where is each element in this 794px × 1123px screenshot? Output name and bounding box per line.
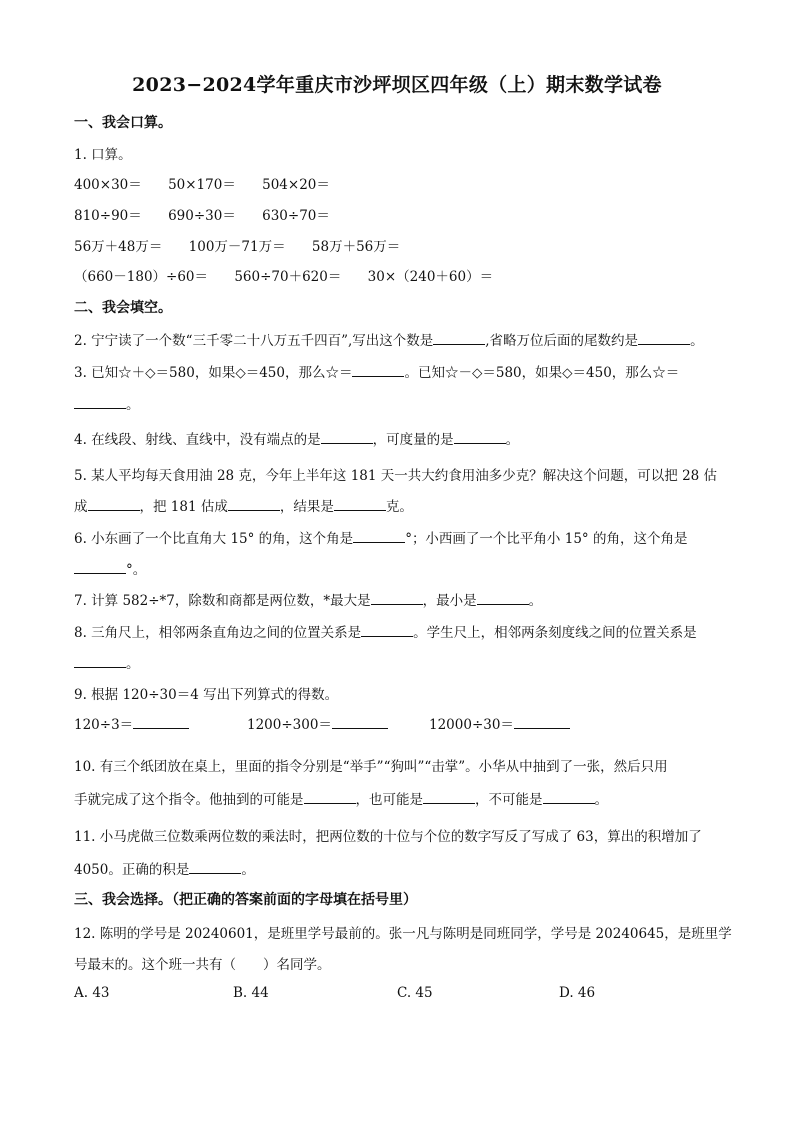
- answer-blank[interactable]: [228, 498, 280, 511]
- q1-expr: 58万＋56万＝: [311, 239, 401, 255]
- q7-text: 。: [528, 593, 543, 609]
- q10-text: 。: [594, 792, 608, 808]
- q1-expr: 400×30＝: [74, 177, 142, 193]
- q1-expr: 30×（240＋60）＝: [367, 269, 494, 285]
- q3-line-2: [74, 393, 140, 413]
- q12-option-b[interactable]: B. 44: [233, 985, 269, 1001]
- q1-expr: （660－180）÷60＝: [74, 269, 209, 285]
- q3-text: 3. 已知☆＋◇＝580，如果◇＝450，那么☆＝: [74, 365, 353, 381]
- q5-text: 成: [74, 499, 88, 515]
- answer-blank[interactable]: [361, 624, 413, 637]
- q4-text: ，可度量的是: [372, 432, 454, 448]
- q8-text: 。: [126, 656, 140, 672]
- answer-blank[interactable]: [514, 716, 570, 729]
- q6-line-1: [74, 527, 687, 547]
- q11-line-2: [74, 858, 255, 878]
- q9-text: 12000÷30＝: [429, 717, 514, 733]
- q5-line-2: [74, 495, 413, 515]
- q1-row-3: [74, 235, 400, 255]
- q12-option-d[interactable]: D. 46: [559, 985, 596, 1001]
- q3-text: 。: [126, 397, 140, 413]
- q6-text: 6. 小东画了一个比直角大 15° 的角，这个角是: [74, 531, 354, 547]
- q1-expr: 100万－71万＝: [188, 239, 286, 255]
- q1-expr: 560÷70＋620＝: [234, 269, 342, 285]
- answer-blank[interactable]: [74, 655, 126, 668]
- q3-line-1: [74, 361, 679, 381]
- q5-text: 克。: [385, 499, 413, 515]
- q6-text: °。: [126, 562, 147, 578]
- q8-text: 8. 三角尺上，相邻两条直角边之间的位置关系是: [74, 625, 362, 641]
- answer-blank[interactable]: [433, 332, 485, 345]
- q9-item: [74, 713, 189, 733]
- q6-line-2: [74, 558, 146, 578]
- q1-expr: 56万＋48万＝: [74, 239, 163, 255]
- q10-text: ，也可能是: [355, 792, 423, 808]
- section-2-heading: 二、我会填空。: [74, 300, 172, 316]
- q2-text: ,省略万位后面的尾数约是: [485, 333, 639, 349]
- section-3-heading: 三、我会选择。（把正确的答案前面的字母填在括号里）: [74, 892, 417, 908]
- answer-blank[interactable]: [321, 431, 373, 444]
- q11-text: 4050。正确的积是: [74, 862, 190, 878]
- q10-text: ，不可能是: [475, 792, 543, 808]
- q2-text: 。: [690, 333, 704, 349]
- q3-text: 。已知☆－◇＝580，如果◇＝450，那么☆＝: [404, 365, 680, 381]
- answer-blank[interactable]: [133, 716, 189, 729]
- answer-blank[interactable]: [332, 716, 388, 729]
- q4: [74, 428, 519, 448]
- q8-line-2: [74, 652, 140, 672]
- q9-item: [247, 713, 388, 733]
- q7-text: ，最小是: [422, 593, 477, 609]
- answer-blank[interactable]: [543, 791, 595, 804]
- page-title: 2023−2024学年重庆市沙坪坝区四年级（上）期末数学试卷: [132, 74, 662, 96]
- q10-line-1: 10. 有三个纸团放在桌上，里面的指令分别是“举手”“狗叫”“击掌”。小华从中抽到了一张，然后只用: [74, 759, 668, 775]
- q4-text: 。: [505, 432, 520, 448]
- q4-text: 4. 在线段、射线、直线中，没有端点的是: [74, 432, 321, 448]
- q1-expr: 630÷70＝: [262, 208, 330, 224]
- q8-text: 。学生尺上，相邻两条刻度线之间的位置关系是: [413, 625, 697, 641]
- q1-label: 1. 口算。: [74, 147, 132, 163]
- answer-blank[interactable]: [74, 396, 126, 409]
- answer-blank[interactable]: [423, 791, 475, 804]
- answer-blank[interactable]: [353, 530, 405, 543]
- q9-item: [429, 713, 570, 733]
- q5-text: ，把 181 估成: [139, 499, 228, 515]
- q2: [74, 329, 704, 349]
- answer-blank[interactable]: [88, 498, 140, 511]
- q5-line-1: 5. 某人平均每天食用油 28 克，今年上半年这 181 天一共大约食用油多少克？解决这个问题，可以把 28 估: [74, 468, 718, 484]
- q12-option-a[interactable]: A. 43: [74, 985, 110, 1001]
- answer-blank[interactable]: [304, 791, 356, 804]
- q11-line-1: 11. 小马虎做三位数乘两位数的乘法时，把两位数的十位与个位的数字写反了写成了 63，算出的积增加了: [74, 829, 702, 845]
- q7: [74, 589, 542, 609]
- q7-text: 7. 计算 582÷*7，除数和商都是两位数，*最大是: [74, 593, 371, 609]
- q1-row-4: [74, 265, 493, 285]
- q9-text: 120÷3＝: [74, 717, 134, 733]
- q1-expr: 690÷30＝: [168, 208, 236, 224]
- q1-expr: 504×20＝: [262, 177, 330, 193]
- q12-line-2: 号最末的。这个班一共有（ ）名同学。: [74, 957, 331, 973]
- q1-row-1: [74, 173, 330, 193]
- q12-option-c[interactable]: C. 45: [397, 985, 433, 1001]
- section-1-heading: 一、我会口算。: [74, 115, 172, 131]
- q5-text: ，结果是: [279, 499, 334, 515]
- q6-text: °；小西画了一个比平角小 15° 的角，这个角是: [405, 531, 688, 547]
- q2-text: 2. 宁宁读了一个数“三千零二十八万五千四百”,写出这个数是: [74, 333, 434, 349]
- answer-blank[interactable]: [371, 592, 423, 605]
- q12-line-1: 12. 陈明的学号是 20240601，是班里学号最前的。张一凡与陈明是同班同学，学号是 20240645，是班里学: [74, 926, 732, 942]
- answer-blank[interactable]: [352, 364, 404, 377]
- q9-text: 1200÷300＝: [247, 717, 332, 733]
- answer-blank[interactable]: [638, 332, 690, 345]
- q8-line-1: [74, 621, 697, 641]
- q11-text: 。: [241, 862, 255, 878]
- q1-expr: 50×170＝: [168, 177, 236, 193]
- q1-row-2: [74, 204, 330, 224]
- answer-blank[interactable]: [334, 498, 386, 511]
- q10-line-2: [74, 788, 608, 808]
- q10-text: 手就完成了这个指令。他抽到的可能是: [74, 792, 304, 808]
- q9-label: 9. 根据 120÷30＝4 写出下列算式的得数。: [74, 687, 339, 703]
- answer-blank[interactable]: [189, 861, 241, 874]
- q1-expr: 810÷90＝: [74, 208, 142, 224]
- answer-blank[interactable]: [454, 431, 506, 444]
- answer-blank[interactable]: [477, 592, 529, 605]
- answer-blank[interactable]: [74, 561, 126, 574]
